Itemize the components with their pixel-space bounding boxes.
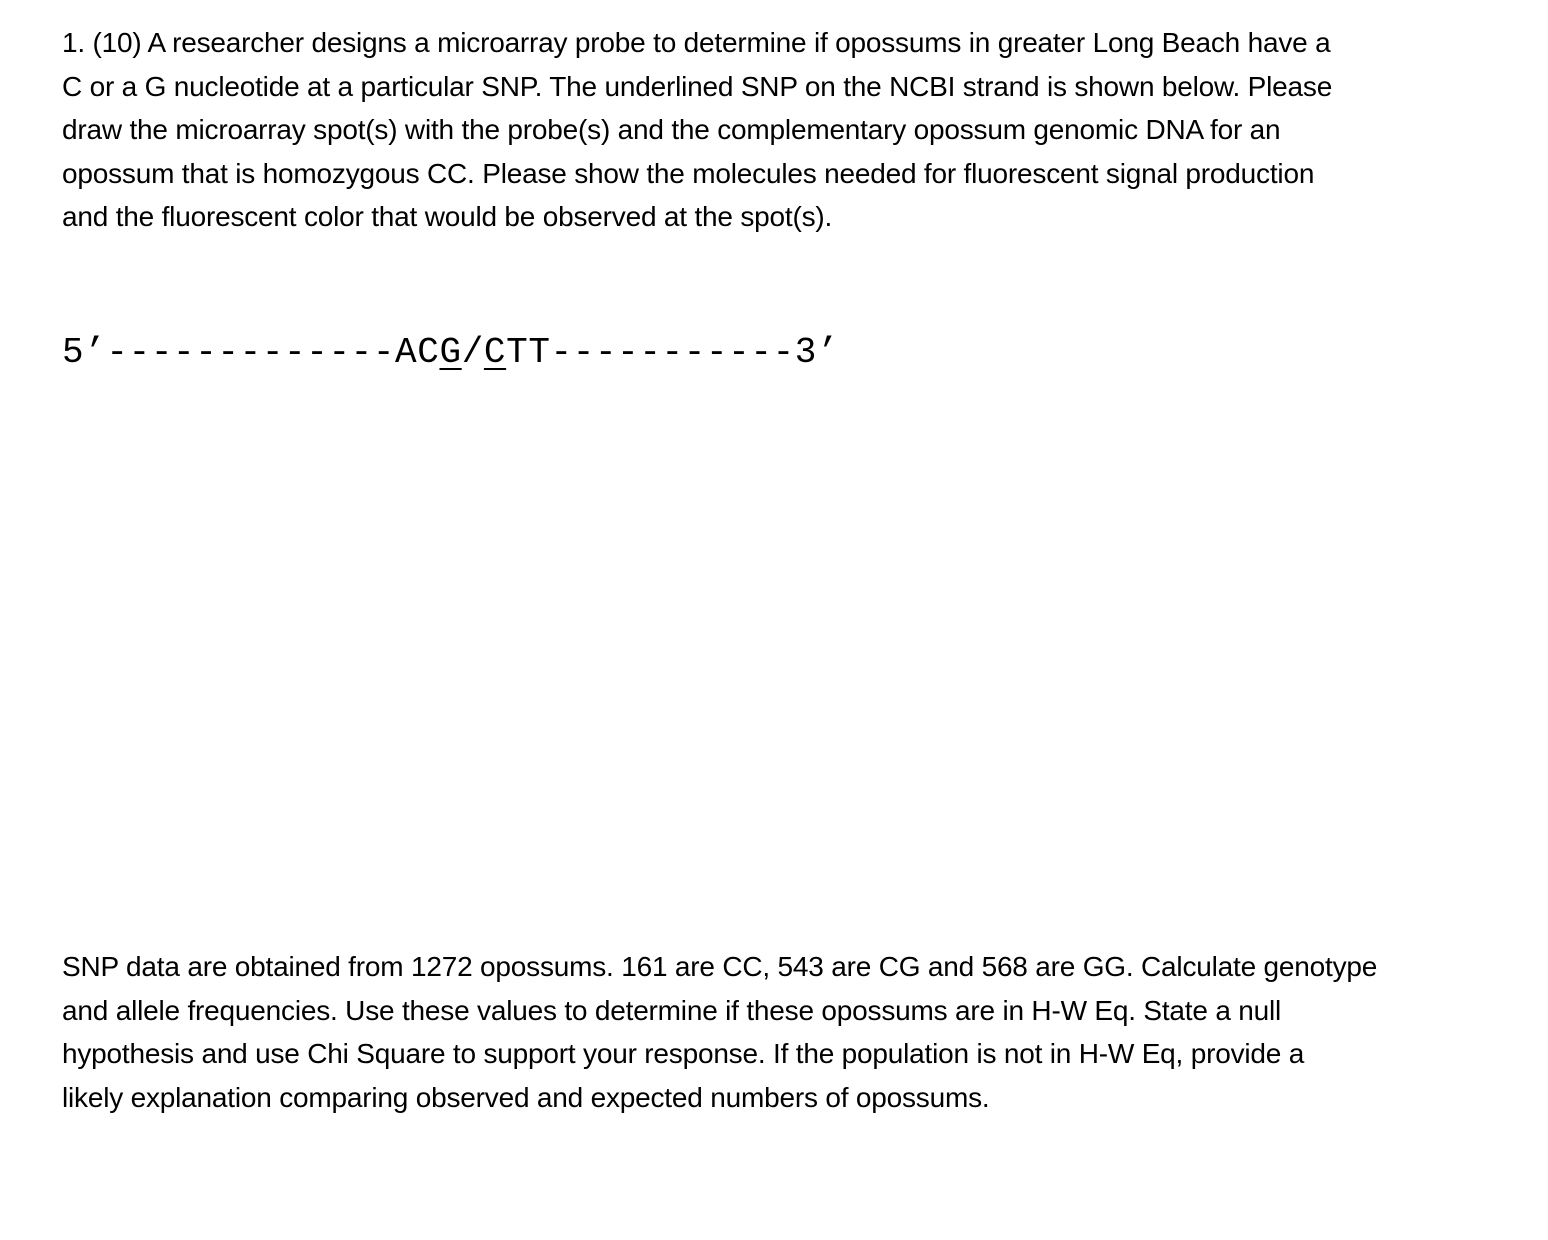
question-1-text bbox=[62, 21, 1332, 239]
question-2-text bbox=[62, 945, 1377, 1119]
sequence-prefix: 5’-------------AC bbox=[62, 332, 440, 373]
snp-allele-g: G bbox=[439, 332, 462, 373]
dna-sequence bbox=[62, 329, 839, 377]
question-2-line: and allele frequencies. Use these values to determine if these opossums are in H-W Eq. State a null bbox=[62, 994, 1282, 1026]
snp-separator: / bbox=[461, 332, 484, 373]
question-2-line: SNP data are obtained from 1272 opossums. 161 are CC, 543 are CG and 568 are GG. Calculate genotype bbox=[62, 951, 1378, 982]
question-1-line: C or a G nucleotide at a particular SNP. The underlined SNP on the NCBI strand is shown below. Please bbox=[62, 70, 1333, 102]
question-1-line: draw the microarray spot(s) with the probe(s) and the complementary opossum genomic DNA for an bbox=[62, 114, 1281, 145]
snp-allele-c: C bbox=[483, 332, 507, 373]
question-1-line: 1. (10) A researcher designs a microarray probe to determine if opossums in greater Long Beach have a bbox=[62, 27, 1331, 58]
question-1-line: and the fluorescent color that would be observed at the spot(s). bbox=[62, 201, 833, 232]
question-2-line: likely explanation comparing observed and expected numbers of opossums. bbox=[62, 1081, 990, 1113]
question-2-line: hypothesis and use Chi Square to support your response. If the population is not in H-W Eq, provide a bbox=[62, 1038, 1305, 1069]
question-1-line: opossum that is homozygous CC. Please show the molecules needed for fluorescent signal production bbox=[62, 157, 1315, 189]
sequence-suffix: TT-----------3’ bbox=[506, 332, 840, 373]
